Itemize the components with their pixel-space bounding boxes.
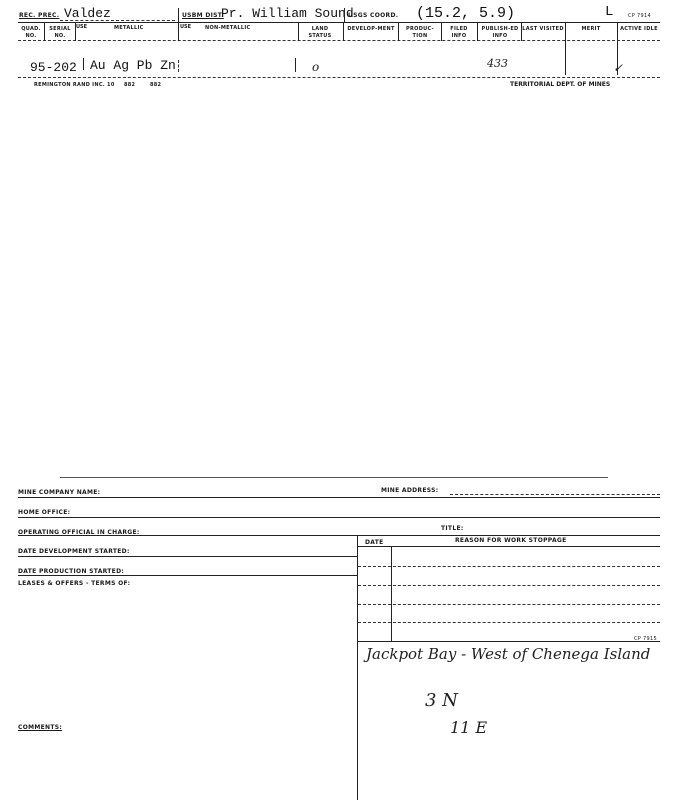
form-code-bottom: CP 7915 — [634, 636, 657, 642]
sep-nonmet — [298, 23, 299, 41]
title-label: TITLE: — [441, 525, 464, 532]
active-idle-check: ✓ — [613, 61, 624, 75]
printer-num-2: 882 — [150, 82, 162, 88]
col-non-metallic: NON-METALLIC — [205, 25, 251, 31]
sep-filed — [477, 23, 478, 41]
sep-usbm — [178, 8, 179, 22]
quad-serial-value: 95-202 — [30, 60, 77, 75]
home-office-label: HOME OFFICE: — [18, 509, 71, 516]
sep-serial — [75, 23, 76, 41]
stoppage-row-1 — [358, 566, 660, 567]
col-last-visited: LAST VISITED — [522, 26, 564, 32]
card-top-rule — [60, 477, 608, 478]
sep-prod — [441, 23, 442, 41]
mine-company-rule — [18, 497, 660, 498]
sep-last — [565, 23, 566, 75]
col-use-2: USE — [180, 24, 192, 30]
col-quad-no: QUAD. NO. — [21, 26, 41, 39]
sep-land — [343, 23, 344, 41]
sep-dev — [398, 23, 399, 41]
mine-company-label: MINE COMPANY NAME: — [18, 489, 101, 496]
mine-address-label: MINE ADDRESS: — [381, 487, 439, 494]
published-info-value: 433 — [487, 57, 508, 70]
sep-quad — [44, 23, 45, 41]
home-office-rule — [18, 517, 660, 518]
stoppage-row-5 — [358, 641, 660, 642]
form-code-top: CP 7914 — [628, 13, 651, 19]
usbm-dist-value: Pr. William Sound — [221, 6, 354, 21]
value-sep-1 — [83, 58, 84, 70]
stoppage-row-2 — [358, 585, 660, 586]
issuer-stamp: TERRITORIAL DEPT. OF MINES — [510, 81, 611, 88]
date-label: DATE — [365, 539, 384, 546]
rec-prec-value: Valdez — [64, 6, 111, 21]
date-development-label: DATE DEVELOPMENT STARTED: — [18, 548, 130, 555]
date-production-rule — [18, 575, 358, 576]
rec-prec-label: REC. PREC. — [19, 12, 60, 19]
rec-prec-fill-line — [60, 20, 175, 21]
value-row-rule — [18, 77, 660, 78]
col-land-status: LAND STATUS — [308, 26, 332, 39]
leases-label: LEASES & OFFERS - TERMS OF: — [18, 580, 131, 587]
right-column-divider — [357, 535, 358, 800]
printer-num-1: 882 — [124, 82, 136, 88]
reason-header-rule — [358, 546, 660, 547]
header-bottom-rule — [18, 40, 660, 41]
usgs-coord-value: (15.2, 5.9) — [416, 5, 516, 22]
mine-address-fill — [450, 494, 660, 495]
date-column-divider — [391, 546, 392, 642]
sep-pub — [521, 23, 522, 41]
stoppage-row-3 — [358, 604, 660, 605]
value-sep-2 — [178, 60, 179, 72]
metallic-value: Au Ag Pb Zn — [90, 58, 176, 73]
col-metallic: METALLIC — [114, 25, 144, 31]
date-development-rule — [18, 556, 358, 557]
sep-metallic — [178, 23, 179, 41]
col-filed-info: FILED INFO — [450, 26, 468, 39]
printer-line: REMINGTON RAND INC. 10 — [34, 82, 115, 88]
reason-label: REASON FOR WORK STOPPAGE — [455, 537, 567, 544]
operating-official-rule — [18, 535, 660, 536]
handwritten-township: 3 N — [425, 690, 458, 711]
date-production-label: DATE PRODUCTION STARTED: — [18, 568, 125, 575]
col-use-1: USE — [76, 24, 88, 30]
handwritten-range: 11 E — [450, 718, 488, 737]
col-serial-no: SERIAL NO. — [49, 26, 71, 39]
usbm-dist-label: USBM DIST. — [182, 12, 224, 19]
col-development: DEVELOP-MENT — [347, 26, 395, 32]
col-active-idle: ACTIVE IDLE — [620, 26, 658, 32]
sep-usgs — [344, 8, 345, 22]
col-merit: MERIT — [581, 26, 601, 32]
land-status-value: o — [312, 60, 320, 74]
col-production: PRODUC-TION — [406, 26, 434, 39]
usgs-coord-label: USGS COORD. — [348, 12, 399, 19]
stoppage-row-4 — [358, 622, 660, 623]
row1-bottom-rule — [18, 22, 660, 23]
value-sep-3 — [295, 58, 296, 72]
handwritten-location: Jackpot Bay - West of Chenega Island — [366, 645, 651, 663]
comments-label: COMMENTS: — [18, 724, 63, 731]
corner-mark: L — [605, 4, 614, 20]
col-published-info: PUBLISH-ED INFO — [481, 26, 519, 39]
operating-official-label: OPERATING OFFICIAL IN CHARGE: — [18, 529, 140, 536]
